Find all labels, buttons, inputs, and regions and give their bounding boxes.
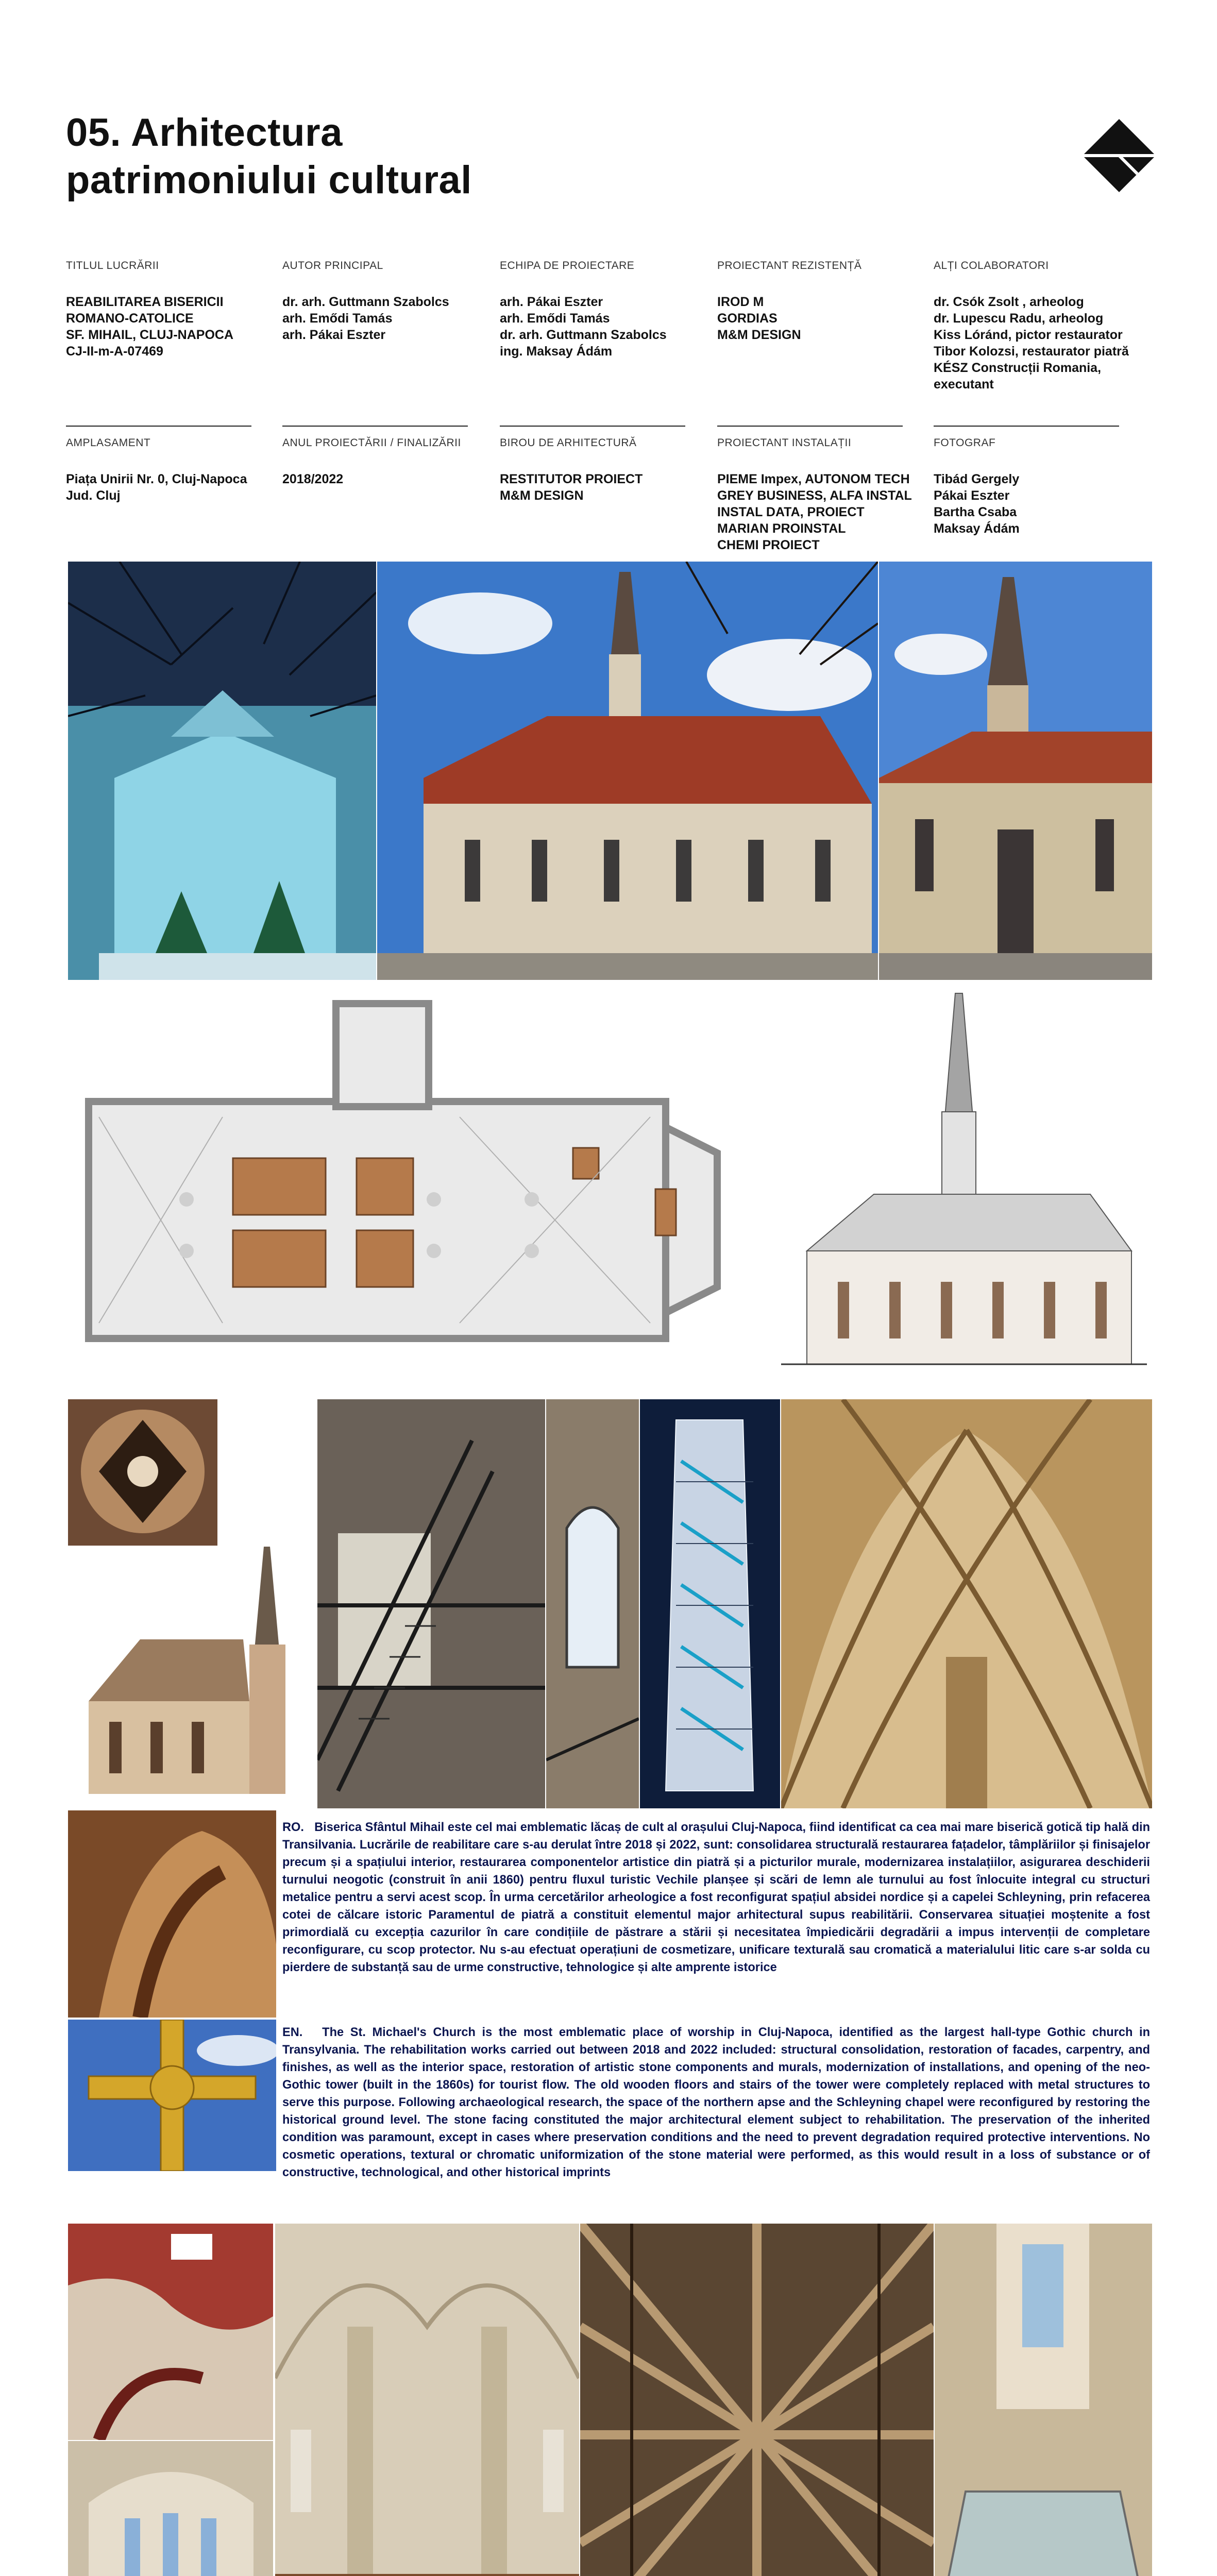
info-label: ECHIPA DE PROIECTARE	[500, 260, 635, 272]
info-value-line: Tibád Gergely	[934, 472, 1020, 486]
info-value-line: RESTITUTOR PROIECT	[500, 472, 643, 486]
description-ro	[282, 1819, 1150, 1976]
info-value	[717, 471, 923, 553]
divider	[717, 426, 903, 427]
info-label: AUTOR PRINCIPAL	[282, 260, 383, 272]
photo-stone-detail	[68, 1810, 276, 2018]
info-column	[934, 260, 1140, 393]
info-value-line: Kiss Lóránd, pictor restaurator	[934, 328, 1123, 342]
info-value-line: arh. Emődi Tamás	[282, 311, 393, 326]
photo-church-portal	[879, 562, 1152, 980]
info-value	[717, 294, 923, 343]
info-value	[934, 471, 1140, 537]
info-value-line: IROD M	[717, 295, 764, 309]
info-value-line: Tibor Kolozsi, restaurator piatră	[934, 344, 1129, 359]
photo-vault-detail	[68, 1399, 217, 1546]
info-value-line: PIEME Impex, AUTONOM TECH	[717, 472, 910, 486]
info-value-line: GREY BUSINESS, ALFA INSTAL	[717, 488, 912, 503]
info-value-line: GORDIAS	[717, 311, 777, 326]
info-column	[66, 260, 272, 360]
info-column	[500, 437, 706, 504]
info-value-line: dr. Csók Zsolt , arheolog	[934, 295, 1084, 309]
info-value-line: CJ-II-m-A-07469	[66, 344, 163, 359]
info-label: ALȚI COLABORATORI	[934, 260, 1049, 272]
info-label: AMPLASAMENT	[66, 437, 151, 449]
info-value-line: SF. MIHAIL, CLUJ-NAPOCA	[66, 328, 233, 342]
info-value-line: arh. Pákai Eszter	[282, 328, 386, 342]
info-value	[66, 294, 272, 360]
info-value	[66, 471, 272, 504]
elevation-drawing	[740, 983, 1152, 1396]
divider	[66, 426, 251, 427]
text-ro-body: Biserica Sfântul Mihail este cel mai emblematic lăcaș de cult al orașului Cluj-Napoca, fiind identificat ca cea mai mare biserică gotică tip hală din Transilvania. Lucrările de reabilitare care s-au derulat între 2018 și 2022, sunt: consolidarea structurală restaurarea fațadelor, tâmplăriilor și finisajelor precum și a spațiului interior, restaurarea componentelor artistice din piatră și a picturilor murale, modernizarea instalațiilor, asigurarea deschiderii turnului neogotic (construit în anii 1860) pentru fluxul turistic Vechile planșee și scări de lemn ale turnului au fost înlocuite integral cu structuri metalice pentru a servi acest scop. În urma cercetărilor arheologice a fost reconfigurat spațiul absidei nordice și a capelei Schleyning, prin refacerea cotei de călcare istoric Paramentul de piatră a constituit elementul major arhitectural supus reabilitării. Conservarea situației moștenite a fost primordială cu excepția cazurilor în care condițiile de păstrare a stării și necesitatea împiedicării degradării a impus intervenții de completare reconfigurare, cu scop protector. Nu s-au efectuat operațiuni de cosmetizare, unificare texturală sau cromatică a materialului litic care s-ar solda cu pierdere de substanță sau de urme constructive, tehnologice și alte amprente istorice	[282, 1821, 1150, 1974]
photo-metal-stairs	[317, 1399, 545, 1808]
info-label: TITLUL LUCRĂRII	[66, 260, 159, 272]
tower-section-drawing	[68, 1547, 315, 1808]
info-value	[282, 294, 488, 343]
photo-roof-timber	[580, 2224, 934, 2576]
info-value-line: Pákai Eszter	[934, 488, 1010, 503]
info-column	[717, 260, 923, 343]
photo-church-exterior	[377, 562, 878, 980]
info-value-line: Bartha Csaba	[934, 505, 1017, 519]
photo-tower-window	[546, 1399, 639, 1808]
info-value-line: executant	[934, 377, 994, 392]
floor-plan-drawing	[68, 983, 738, 1396]
info-value-line: MARIAN PROINSTAL	[717, 521, 846, 536]
info-value-line: dr. arh. Guttmann Szabolcs	[282, 295, 449, 309]
photo-winter-church	[68, 562, 376, 980]
info-value-line: M&M DESIGN	[717, 328, 801, 342]
divider	[282, 426, 468, 427]
info-value-line: M&M DESIGN	[500, 488, 584, 503]
title-line-2: patrimoniului cultural	[66, 158, 472, 202]
text-en-body: The St. Michael's Church is the most emblematic place of worship in Cluj-Napoca, identified as the largest hall-type Gothic church in Transylvania. The rehabilitation works carried out between 2018 and 2022 included: structural consolidation, restoration of facades, carpentry, and finishes, as well as the interior space, restoration of artistic stone components and murals, modernization of installations, and opening of the neo-Gothic tower (built in the 1860s) for tourist flow. The old wooden floors and stairs of the tower were completely replaced with metal structures to serve this purpose. Following archaeological research, the space of the northern apse and the Schleyning chapel were reconfigured by restoring the historical ground level. The stone facing constituted the major architectural element subject to rehabilitation. The preservation of the inherited condition was paramount, except in cases where preservation conditions and the need to prevent degradation required protective interventions. No cosmetic operations, textural or chromatic uniformization of the stone material were performed, as this would result in a loss of substance or of constructive, technological, and other historical imprints	[282, 2026, 1150, 2179]
info-value-line: dr. arh. Guttmann Szabolcs	[500, 328, 667, 342]
divider	[500, 426, 685, 427]
info-value-line: Jud. Cluj	[66, 488, 121, 503]
lang-label-ro: RO.	[282, 1821, 304, 1834]
photo-nave-altar	[68, 2441, 273, 2576]
photo-glass-floor	[935, 2224, 1152, 2576]
diamond-logo-icon	[1081, 117, 1157, 194]
info-value-line: KÉSZ Construcții Romania,	[934, 361, 1102, 375]
info-value-line: ing. Maksay Ádám	[500, 344, 613, 359]
info-value-line: arh. Pákai Eszter	[500, 295, 603, 309]
lang-label-en: EN.	[282, 2026, 303, 2039]
photo-golden-cross	[68, 2020, 276, 2171]
info-value-line: dr. Lupescu Radu, arheolog	[934, 311, 1104, 326]
info-value-line: ROMANO-CATOLICE	[66, 311, 194, 326]
tower-axonometric-render	[640, 1399, 780, 1808]
info-label: PROIECTANT INSTALAȚII	[717, 437, 852, 449]
info-value	[934, 294, 1140, 393]
description-en	[282, 2024, 1150, 2181]
info-value-line: 2018/2022	[282, 472, 344, 486]
info-value	[500, 471, 706, 504]
info-value-line: INSTAL DATA, PROIECT	[717, 505, 865, 519]
divider	[934, 426, 1119, 427]
info-label: FOTOGRAF	[934, 437, 996, 449]
info-column	[717, 437, 923, 553]
info-column	[66, 437, 272, 504]
info-value-line: CHEMI PROIECT	[717, 538, 820, 552]
info-value	[282, 471, 488, 487]
photo-mural-fragment	[68, 2224, 273, 2440]
info-value-line: arh. Emődi Tamás	[500, 311, 610, 326]
info-label: BIROU DE ARHITECTURĂ	[500, 437, 637, 449]
photo-gothic-vault	[781, 1399, 1152, 1808]
info-column	[934, 437, 1140, 537]
title-line-1: 05. Arhitectura	[66, 111, 343, 155]
info-column	[282, 437, 488, 487]
info-column	[282, 260, 488, 343]
info-column	[500, 260, 706, 360]
page-title	[66, 109, 472, 204]
info-value-line: Maksay Ádám	[934, 521, 1020, 536]
info-value-line: Piața Unirii Nr. 0, Cluj-Napoca	[66, 472, 247, 486]
info-value	[500, 294, 706, 360]
info-value-line: REABILITAREA BISERICII	[66, 295, 224, 309]
info-label: ANUL PROIECTĂRII / FINALIZĂRII	[282, 437, 461, 449]
info-label: PROIECTANT REZISTENȚĂ	[717, 260, 862, 272]
photo-interior-columns	[275, 2224, 579, 2576]
